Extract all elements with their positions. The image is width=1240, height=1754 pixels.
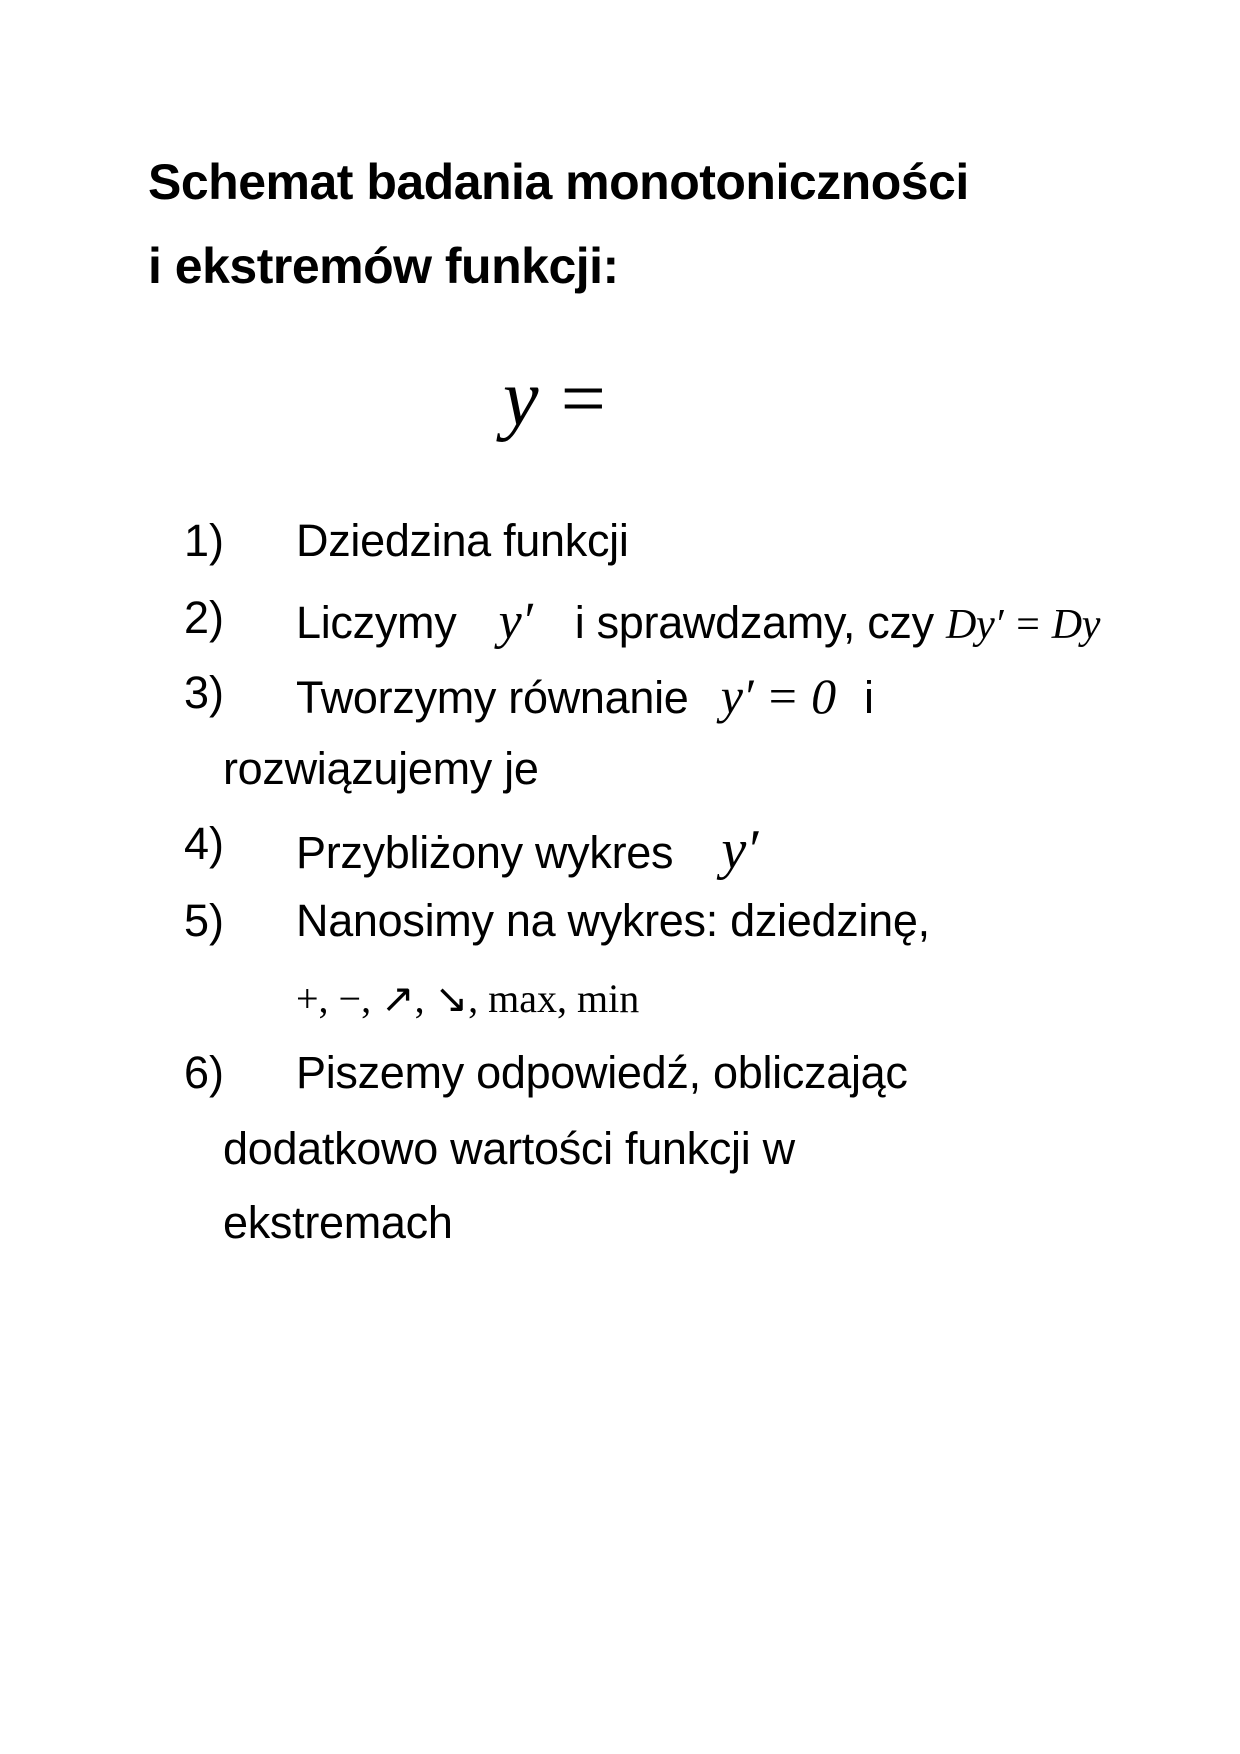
step-1-text: Dziedzina funkcji xyxy=(296,515,629,566)
function-formula xyxy=(503,352,606,445)
formula-y: y xyxy=(503,355,539,443)
step-2-number: 2) xyxy=(184,592,225,643)
step-2-text xyxy=(296,592,1100,651)
step-5-number: 5) xyxy=(184,895,225,946)
step-2-label: Liczymy xyxy=(296,597,457,648)
title-line-1: Schemat badania monotoniczności xyxy=(148,154,969,210)
step-6-continuation-2: ekstremach xyxy=(223,1197,453,1248)
step-6-continuation-1: dodatkowo wartości funkcji w xyxy=(223,1123,795,1174)
step-3-math: y′ = 0 xyxy=(720,668,836,724)
step-2-math-domain: Dy′ = Dy xyxy=(946,602,1101,648)
step-4-text xyxy=(296,818,758,882)
step-4-math: y′ xyxy=(721,819,758,881)
step-3-continuation: rozwiązujemy je xyxy=(223,743,539,794)
step-4-label: Przybliżony wykres xyxy=(296,827,674,878)
step-3-number: 3) xyxy=(184,667,225,718)
step-3-label-2: i xyxy=(864,672,874,723)
step-6-text: Piszemy odpowiedź, obliczając xyxy=(296,1047,908,1098)
step-3-text xyxy=(296,667,874,725)
step-2-math-derivative: y′ xyxy=(498,593,533,650)
step-5-symbols: +, −, ↗, ↘, max, min xyxy=(296,976,640,1021)
step-1-number: 1) xyxy=(184,515,225,566)
step-3-label: Tworzymy równanie xyxy=(296,672,689,723)
step-4-number: 4) xyxy=(184,818,225,869)
title-line-2: i ekstremów funkcji: xyxy=(148,238,619,294)
step-6-number: 6) xyxy=(184,1047,225,1098)
step-5-text: Nanosimy na wykres: dziedzinę, xyxy=(296,895,930,946)
step-2-label-2: i sprawdzamy, czy xyxy=(574,597,934,648)
formula-eq: = xyxy=(560,355,606,443)
